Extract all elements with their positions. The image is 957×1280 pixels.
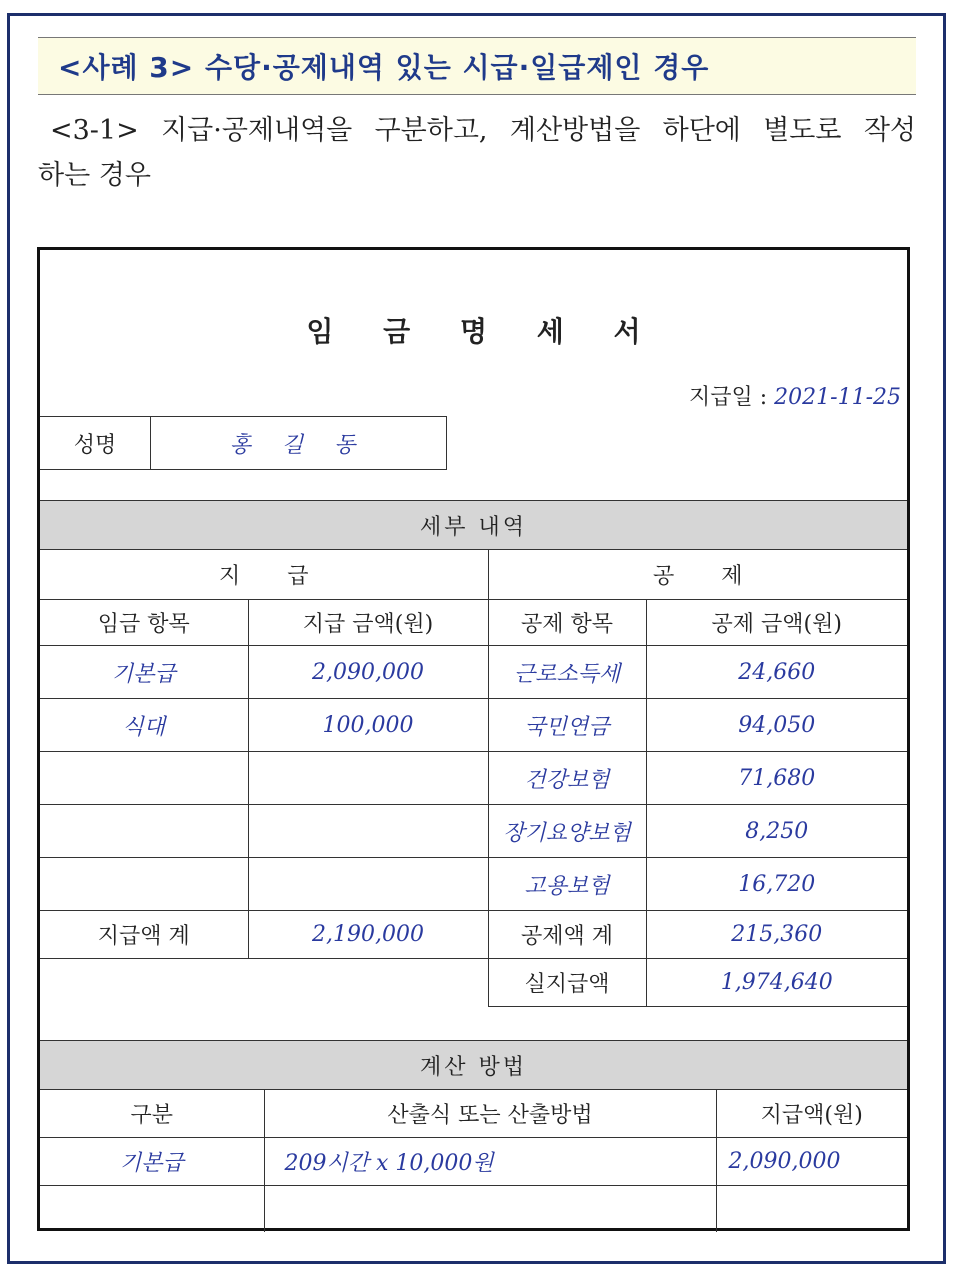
pay-date-label: 지급일 : — [689, 385, 775, 410]
statement-title: 임 금 명 세 서 — [306, 315, 661, 348]
deduct-item: 근로소득세 — [488, 646, 646, 699]
details-band: 세부 내역 — [40, 500, 907, 550]
employee-name: 홍 길 동 — [229, 432, 368, 458]
table-row — [40, 752, 907, 805]
table-row — [40, 646, 907, 699]
col-header-deduct-amount: 공제 금액(원) — [646, 600, 907, 646]
deduct-total: 215,360 — [646, 911, 907, 959]
pay-item: 기본급 — [40, 646, 248, 699]
col-header-deduct-item: 공제 항목 — [488, 600, 646, 646]
pay-item — [40, 858, 248, 911]
pay-amount — [248, 858, 488, 911]
pay-item — [40, 752, 248, 805]
name-label: 성명 — [40, 417, 151, 469]
table-row — [40, 1186, 907, 1232]
pay-amount: 100,000 — [248, 699, 488, 752]
calc-method-table — [40, 1089, 907, 1232]
net-blank — [40, 959, 488, 1007]
pay-total-label: 지급액 계 — [40, 911, 248, 959]
totals-row — [40, 911, 907, 959]
calc-header-amount: 지급액(원) — [716, 1090, 907, 1138]
col-header-pay-item: 임금 항목 — [40, 600, 248, 646]
col-header-pay-amount: 지급 금액(원) — [248, 600, 488, 646]
table-row — [40, 805, 907, 858]
deduct-amount: 16,720 — [646, 858, 907, 911]
subcase-line-2: 하는 경우 — [38, 160, 151, 191]
deduct-total-label: 공제액 계 — [488, 911, 646, 959]
pay-item — [40, 805, 248, 858]
deduct-amount: 71,680 — [646, 752, 907, 805]
deduct-item: 건강보험 — [488, 752, 646, 805]
table-row — [40, 1138, 907, 1186]
deduct-item: 고용보험 — [488, 858, 646, 911]
pay-header: 지 급 — [40, 550, 488, 600]
wage-statement — [37, 247, 910, 1231]
calc-type — [40, 1186, 264, 1232]
deduct-header: 공 제 — [488, 550, 907, 600]
calc-header-type: 구분 — [40, 1090, 264, 1138]
subcase-line-1: <3-1> 지급·공제내역을 구분하고, 계산방법을 하단에 별도로 작성 — [50, 115, 916, 146]
deduct-amount: 24,660 — [646, 646, 907, 699]
net-label: 실지급액 — [488, 959, 646, 1007]
name-box — [40, 416, 447, 470]
pay-amount — [248, 752, 488, 805]
section-title: <사례 3> 수당·공제내역 있는 시급·일급제인 경우 — [38, 37, 916, 95]
net-row — [40, 959, 907, 1007]
pay-date — [689, 380, 901, 411]
calc-formula — [264, 1186, 716, 1232]
pay-total: 2,190,000 — [248, 911, 488, 959]
pay-amount — [248, 805, 488, 858]
deduct-item: 장기요양보험 — [488, 805, 646, 858]
deduct-item: 국민연금 — [488, 699, 646, 752]
calc-header-formula: 산출식 또는 산출방법 — [264, 1090, 716, 1138]
pay-date-value: 2021-11-25 — [774, 385, 901, 410]
table-row — [40, 699, 907, 752]
calc-type: 기본급 — [40, 1138, 264, 1186]
pay-item: 식대 — [40, 699, 248, 752]
calc-method-band: 계산 방법 — [40, 1040, 907, 1090]
calc-amount: 2,090,000 — [716, 1138, 907, 1186]
table-row — [40, 858, 907, 911]
pay-amount: 2,090,000 — [248, 646, 488, 699]
deduct-amount: 8,250 — [646, 805, 907, 858]
deduct-amount: 94,050 — [646, 699, 907, 752]
calc-formula: 209시간 x 10,000원 — [264, 1138, 716, 1186]
net-amount: 1,974,640 — [646, 959, 907, 1007]
pay-deduction-table — [40, 549, 907, 1007]
subcase-description — [38, 108, 916, 198]
calc-amount — [716, 1186, 907, 1232]
